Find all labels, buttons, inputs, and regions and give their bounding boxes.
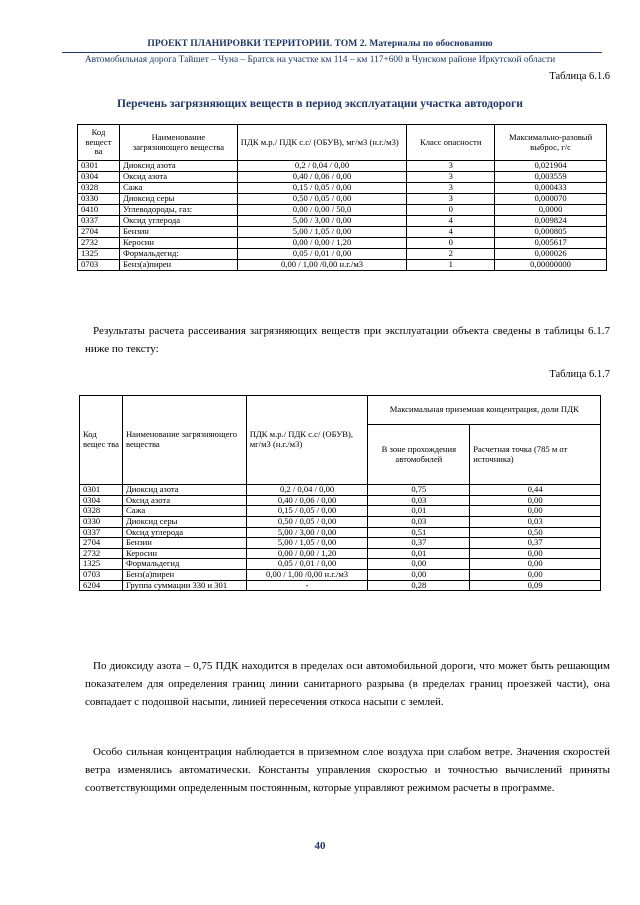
- table-row: [80, 559, 601, 570]
- cell-pdk: 0,2 / 0,04 / 0,00: [246, 485, 368, 496]
- cell-pdk: 0,00 / 0,00 / 1,20: [246, 548, 368, 559]
- table-row: [78, 216, 607, 227]
- cell-point: 0,00: [470, 506, 601, 517]
- cell-pdk: 0,50 / 0,05 / 0,00: [237, 194, 407, 205]
- cell-name: Оксид углерода: [122, 527, 246, 538]
- cell-hazard: 3: [407, 172, 495, 183]
- cell-name: Формальдегид: [122, 559, 246, 570]
- table-row: [78, 227, 607, 238]
- table-row: [80, 527, 601, 538]
- header-pdk: ПДК м.р./ ПДК с.с/ (ОБУВ), мг/м3 (н.г./м3): [237, 125, 407, 161]
- cell-name: Диоксид азота: [119, 161, 237, 172]
- cell-code: 0703: [78, 260, 120, 271]
- page-number: 40: [314, 840, 326, 852]
- cell-hazard: 0: [407, 205, 495, 216]
- table1-label: Таблица 6.1.6: [549, 71, 610, 82]
- table-row: [80, 570, 601, 581]
- cell-zone: 0,28: [368, 580, 470, 591]
- cell-name: Оксид азота: [122, 495, 246, 506]
- dispersion-table: [79, 395, 601, 591]
- cell-name: Диоксид азота: [122, 485, 246, 496]
- cell-point: 0,09: [470, 580, 601, 591]
- cell-emission: 0,000805: [495, 227, 607, 238]
- cell-point: 0,00: [470, 570, 601, 581]
- table-row: [78, 161, 607, 172]
- cell-point: 0,00: [470, 495, 601, 506]
- paragraph-wind: [85, 743, 610, 797]
- cell-zone: 0,51: [368, 527, 470, 538]
- header-zone: В зоне прохождения автомобилей: [368, 425, 470, 485]
- cell-pdk: 0,40 / 0,06 / 0,00: [246, 495, 368, 506]
- cell-pdk: 5,00 / 1,05 / 0,00: [246, 538, 368, 549]
- cell-zone: 0,00: [368, 559, 470, 570]
- table-row: [78, 183, 607, 194]
- cell-point: 0,00: [470, 548, 601, 559]
- table-row: [80, 580, 601, 591]
- table1-title: Перечень загрязняющих веществ в период эксплуатации участка автодороги: [116, 97, 523, 110]
- cell-name: Углеводороды, газ:: [119, 205, 237, 216]
- cell-zone: 0,01: [368, 506, 470, 517]
- cell-code: 6204: [80, 580, 123, 591]
- cell-name: Керосин: [119, 238, 237, 249]
- cell-name: Формальдегид:: [119, 249, 237, 260]
- cell-code: 0337: [80, 527, 123, 538]
- cell-zone: 0,01: [368, 548, 470, 559]
- cell-emission: 0,000070: [495, 194, 607, 205]
- table-row: [78, 260, 607, 271]
- cell-pdk: 0,00 / 1,00 /0,00 н.г./м3: [246, 570, 368, 581]
- header-pdk: ПДК м.р./ ПДК с.с/ (ОБУВ), мг/м3 (н.г./м3): [246, 396, 368, 485]
- cell-code: 2732: [80, 548, 123, 559]
- cell-pdk: 5,00 / 3,00 / 0,00: [237, 216, 407, 227]
- header-point: Расчетная точка (785 м от источника): [470, 425, 601, 485]
- cell-emission: 0,000026: [495, 249, 607, 260]
- cell-code: 0703: [80, 570, 123, 581]
- cell-code: 0304: [80, 495, 123, 506]
- table-row: [80, 548, 601, 559]
- table-row: [78, 194, 607, 205]
- cell-name: Бенз(а)пирен: [119, 260, 237, 271]
- cell-pdk: 0,05 / 0,01 / 0,00: [246, 559, 368, 570]
- cell-pdk: -: [246, 580, 368, 591]
- cell-pdk: 0,15 / 0,05 / 0,00: [237, 183, 407, 194]
- cell-code: 0301: [80, 485, 123, 496]
- cell-emission: 0,009824: [495, 216, 607, 227]
- cell-code: 0337: [78, 216, 120, 227]
- cell-code: 0330: [78, 194, 120, 205]
- cell-name: Сажа: [122, 506, 246, 517]
- cell-hazard: 3: [407, 161, 495, 172]
- cell-emission: 0,000433: [495, 183, 607, 194]
- cell-hazard: 4: [407, 227, 495, 238]
- cell-code: 1325: [78, 249, 120, 260]
- cell-name: Сажа: [119, 183, 237, 194]
- cell-name: Оксид азота: [119, 172, 237, 183]
- pollutants-table: [77, 124, 607, 271]
- table-row: [80, 506, 601, 517]
- cell-emission: 0,003559: [495, 172, 607, 183]
- cell-name: Диоксид серы: [122, 516, 246, 527]
- table-row: [78, 249, 607, 260]
- cell-pdk: 0,50 / 0,05 / 0,00: [246, 516, 368, 527]
- header-hazard: Класс опасности: [407, 125, 495, 161]
- cell-pdk: 0,40 / 0,06 / 0,00: [237, 172, 407, 183]
- cell-hazard: 2: [407, 249, 495, 260]
- header-max-concentration: Максимальная приземная концентрация, доли ПДК: [368, 396, 601, 425]
- header-code: Код вещест ва: [78, 125, 120, 161]
- header-code: Код вещес тва: [80, 396, 123, 485]
- cell-point: 0,44: [470, 485, 601, 496]
- cell-zone: 0,00: [368, 570, 470, 581]
- cell-name: Керосин: [122, 548, 246, 559]
- cell-zone: 0,75: [368, 485, 470, 496]
- cell-hazard: 1: [407, 260, 495, 271]
- table-row: [80, 538, 601, 549]
- cell-code: 0330: [80, 516, 123, 527]
- cell-hazard: 0: [407, 238, 495, 249]
- cell-name: Бензин: [119, 227, 237, 238]
- table-row: [78, 172, 607, 183]
- cell-name: Бензин: [122, 538, 246, 549]
- cell-pdk: 0,2 / 0,04 / 0,00: [237, 161, 407, 172]
- paragraph-results-text: Результаты расчета рассеивания загрязняющих веществ при эксплуатации объекта сведены в таблицы 6.1.7 ниже по тексту:: [85, 325, 610, 355]
- cell-emission: 0,0000: [495, 205, 607, 216]
- cell-pdk: 5,00 / 1,05 / 0,00: [237, 227, 407, 238]
- cell-code: 2704: [78, 227, 120, 238]
- cell-pdk: 0,05 / 0,01 / 0,00: [237, 249, 407, 260]
- cell-hazard: 3: [407, 183, 495, 194]
- document-header-subtitle: Автомобильная дорога Тайшет – Чуна – Братск на участке км 114 – км 117+600 в Чунском районе Иркутской области: [84, 55, 556, 65]
- cell-pdk: 0,00 / 0,00 / 50,0: [237, 205, 407, 216]
- cell-code: 0301: [78, 161, 120, 172]
- cell-emission: 0,021904: [495, 161, 607, 172]
- table-header-row: [80, 396, 601, 425]
- paragraph-wind-text: Особо сильная концентрация наблюдается в приземном слое воздуха при слабом ветре. Значения скоростей ветра изменялись автоматически. Константы управления скоростью и точностью вычислений приняты соответствующими определенным постоянным, которые управляют режимом расчеты в программе.: [85, 746, 610, 794]
- header-name: Наименование загрязняющего вещества: [122, 396, 246, 485]
- cell-point: 0,50: [470, 527, 601, 538]
- cell-code: 0328: [80, 506, 123, 517]
- paragraph-results: [85, 322, 610, 358]
- cell-emission: 0,005617: [495, 238, 607, 249]
- table-row: [80, 495, 601, 506]
- document-header-title: ПРОЕКТ ПЛАНИРОВКИ ТЕРРИТОРИИ. ТОМ 2. Материалы по обоснованию: [147, 38, 493, 49]
- table-row: [80, 516, 601, 527]
- cell-hazard: 4: [407, 216, 495, 227]
- cell-emission: 0,00000000: [495, 260, 607, 271]
- table2-label: Таблица 6.1.7: [549, 369, 610, 380]
- cell-code: 2732: [78, 238, 120, 249]
- cell-hazard: 3: [407, 194, 495, 205]
- cell-code: 2704: [80, 538, 123, 549]
- cell-pdk: 5,00 / 3,00 / 0,00: [246, 527, 368, 538]
- cell-pdk: 0,15 / 0,05 / 0,00: [246, 506, 368, 517]
- cell-name: Диоксид серы: [119, 194, 237, 205]
- cell-code: 1325: [80, 559, 123, 570]
- table-row: [78, 238, 607, 249]
- header-divider: [62, 52, 602, 53]
- cell-point: 0,37: [470, 538, 601, 549]
- header-emission: Максимально-разовый выброс, г/с: [495, 125, 607, 161]
- cell-code: 0304: [78, 172, 120, 183]
- cell-point: 0,03: [470, 516, 601, 527]
- cell-name: Оксид углерода: [119, 216, 237, 227]
- cell-code: 0328: [78, 183, 120, 194]
- header-name: Наименование загрязняющего вещества: [119, 125, 237, 161]
- cell-zone: 0,37: [368, 538, 470, 549]
- cell-zone: 0,03: [368, 495, 470, 506]
- cell-point: 0,00: [470, 559, 601, 570]
- table-row: [80, 485, 601, 496]
- cell-pdk: 0,00 / 0,00 / 1,20: [237, 238, 407, 249]
- cell-name: Бенз(а)пирен: [122, 570, 246, 581]
- cell-code: 0410: [78, 205, 120, 216]
- cell-pdk: 0,00 / 1,00 /0,00 н.г./м3: [237, 260, 407, 271]
- paragraph-nitrogen: [85, 657, 610, 711]
- cell-name: Группа суммации 330 и 301: [122, 580, 246, 591]
- table-header-row: [78, 125, 607, 161]
- table-row: [78, 205, 607, 216]
- cell-zone: 0,03: [368, 516, 470, 527]
- paragraph-nitrogen-text: По диоксиду азота – 0,75 ПДК находится в пределах оси автомобильной дороги, что может быть решающим показателем для определения границ линии санитарного разрыва (в пределах границ проезжей части), она совпадает с подошвой насыпи, линией пересечения откоса насыпи с землей.: [85, 660, 610, 708]
